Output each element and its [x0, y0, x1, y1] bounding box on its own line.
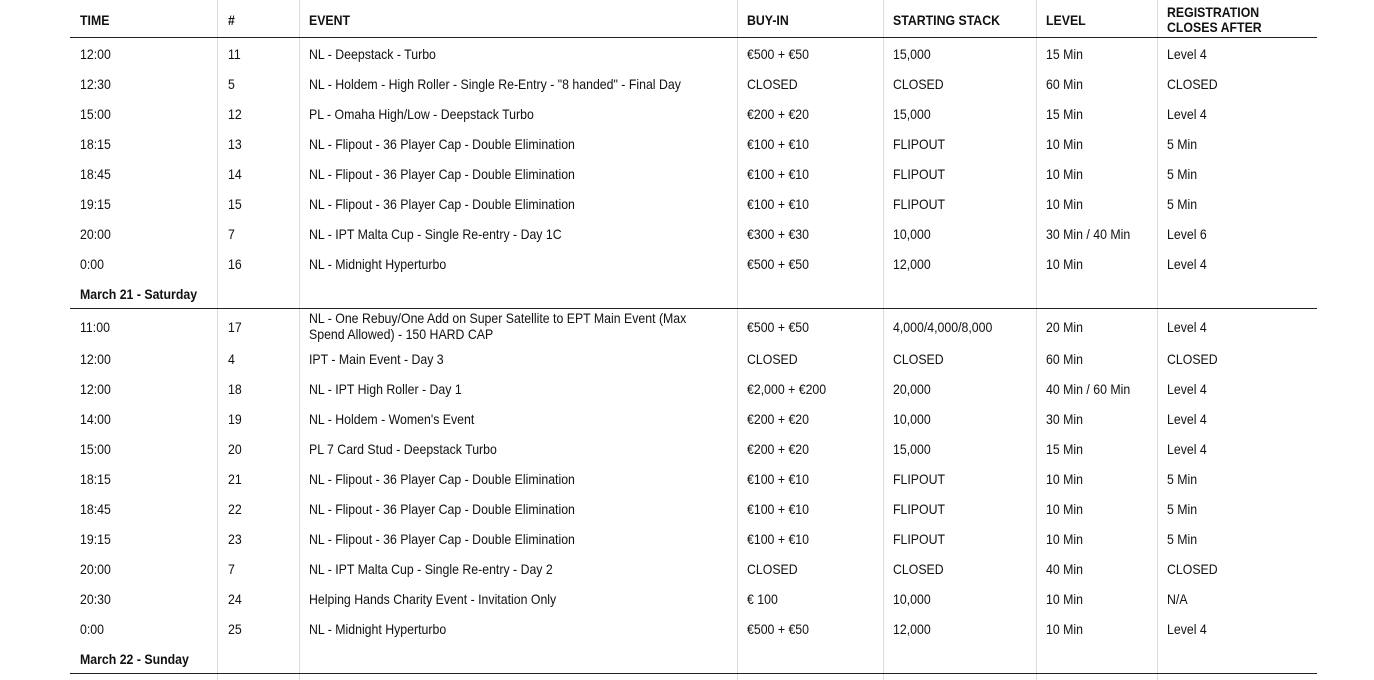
cell-level: 15 Min [1046, 106, 1083, 122]
column-divider [1157, 0, 1158, 680]
cell-starting-stack: FLIPOUT [893, 196, 946, 212]
cell-buyin: € 100 [747, 591, 778, 607]
section-date-label: March 22 - Sunday [80, 651, 189, 667]
cell-time: 19:15 [80, 196, 111, 212]
cell-starting-stack: 15,000 [893, 441, 931, 457]
cell-time: 12:30 [80, 76, 111, 92]
column-divider [883, 0, 884, 680]
cell-buyin: €100 + €10 [747, 531, 810, 547]
cell-event: PL - Omaha High/Low - Deepstack Turbo [309, 106, 534, 122]
cell-registration-closes: N/A [1167, 591, 1188, 607]
cell-starting-stack: CLOSED [893, 76, 944, 92]
cell-number: 4 [228, 351, 235, 367]
cell-number: 18 [228, 381, 242, 397]
cell-buyin: €200 + €20 [747, 411, 810, 427]
cell-number: 19 [228, 411, 242, 427]
cell-registration-closes: Level 4 [1167, 441, 1207, 457]
cell-event: NL - IPT Malta Cup - Single Re-entry - Day 1C [309, 226, 562, 242]
cell-number: 16 [228, 256, 242, 272]
cell-buyin: €100 + €10 [747, 196, 810, 212]
cell-registration-closes: 5 Min [1167, 166, 1198, 182]
cell-time: 18:15 [80, 471, 111, 487]
cell-event: NL - Flipout - 36 Player Cap - Double Elimination [309, 471, 575, 487]
cell-time: 15:00 [80, 441, 111, 457]
cell-level: 15 Min [1046, 46, 1083, 62]
header-event: EVENT [309, 12, 351, 28]
cell-registration-closes: Level 4 [1167, 106, 1207, 122]
cell-starting-stack: FLIPOUT [893, 501, 946, 517]
cell-registration-closes: Level 4 [1167, 319, 1207, 335]
cell-number: 17 [228, 319, 242, 335]
cell-registration-closes: Level 4 [1167, 46, 1207, 62]
cell-buyin: €200 + €20 [747, 441, 810, 457]
cell-time: 20:30 [80, 591, 111, 607]
cell-time: 18:45 [80, 501, 111, 517]
cell-time: 15:00 [80, 106, 111, 122]
column-divider [299, 0, 300, 680]
cell-time: 20:00 [80, 561, 111, 577]
cell-time: 11:00 [80, 319, 110, 335]
cell-number: 11 [228, 46, 241, 62]
table-bottom-rule [70, 673, 1317, 674]
cell-event: NL - Holdem - Women's Event [309, 411, 475, 427]
cell-level: 10 Min [1046, 256, 1083, 272]
section-rule [70, 308, 1317, 309]
cell-time: 18:15 [80, 136, 111, 152]
cell-event: NL - Deepstack - Turbo [309, 46, 436, 62]
cell-starting-stack: FLIPOUT [893, 471, 946, 487]
cell-registration-closes: CLOSED [1167, 351, 1218, 367]
cell-starting-stack: 4,000/4,000/8,000 [893, 319, 993, 335]
cell-number: 23 [228, 531, 242, 547]
header-starting-stack: STARTING STACK [893, 12, 1001, 28]
cell-time: 19:15 [80, 531, 111, 547]
cell-event: NL - IPT Malta Cup - Single Re-entry - Day 2 [309, 561, 553, 577]
cell-starting-stack: CLOSED [893, 561, 944, 577]
cell-time: 14:00 [80, 411, 111, 427]
cell-registration-closes: 5 Min [1167, 136, 1198, 152]
cell-time: 12:00 [80, 381, 111, 397]
cell-level: 40 Min [1046, 561, 1083, 577]
cell-time: 20:00 [80, 226, 111, 242]
cell-buyin: €500 + €50 [747, 319, 810, 335]
cell-starting-stack: 10,000 [893, 226, 931, 242]
cell-event: NL - Midnight Hyperturbo [309, 256, 447, 272]
cell-starting-stack: 20,000 [893, 381, 931, 397]
column-divider [217, 0, 218, 680]
cell-number: 12 [228, 106, 242, 122]
cell-number: 21 [228, 471, 242, 487]
cell-registration-closes: Level 6 [1167, 226, 1207, 242]
header-rule [70, 37, 1317, 38]
cell-event: NL - Flipout - 36 Player Cap - Double Elimination [309, 531, 575, 547]
header-registration: REGISTRATION [1167, 4, 1260, 20]
cell-registration-closes: CLOSED [1167, 561, 1218, 577]
cell-starting-stack: 15,000 [893, 106, 931, 122]
cell-event: IPT - Main Event - Day 3 [309, 351, 444, 367]
cell-event: NL - One Rebuy/One Add on Super Satellite to EPT Main Event (Max Spend Allowed) - 150 HARD CAP [309, 310, 687, 342]
cell-starting-stack: 15,000 [893, 46, 931, 62]
cell-number: 24 [228, 591, 242, 607]
cell-event: Helping Hands Charity Event - Invitation Only [309, 591, 557, 607]
cell-starting-stack: 12,000 [893, 621, 931, 637]
cell-level: 60 Min [1046, 351, 1083, 367]
cell-buyin: €500 + €50 [747, 46, 810, 62]
cell-event: NL - Flipout - 36 Player Cap - Double Elimination [309, 166, 575, 182]
cell-number: 25 [228, 621, 242, 637]
section-date-label: March 21 - Saturday [80, 286, 198, 302]
cell-starting-stack: 12,000 [893, 256, 931, 272]
cell-time: 18:45 [80, 166, 111, 182]
cell-starting-stack: 10,000 [893, 591, 931, 607]
cell-number: 5 [228, 76, 235, 92]
cell-buyin: €300 + €30 [747, 226, 810, 242]
cell-event: NL - Holdem - High Roller - Single Re-Entry - "8 handed" - Final Day [309, 76, 681, 92]
cell-number: 13 [228, 136, 242, 152]
cell-buyin: €100 + €10 [747, 471, 810, 487]
cell-buyin: €2,000 + €200 [747, 381, 827, 397]
cell-number: 22 [228, 501, 242, 517]
cell-number: 7 [228, 226, 235, 242]
cell-registration-closes: 5 Min [1167, 196, 1198, 212]
cell-starting-stack: FLIPOUT [893, 136, 946, 152]
cell-buyin: €200 + €20 [747, 106, 810, 122]
cell-buyin: €500 + €50 [747, 256, 810, 272]
cell-event: NL - Midnight Hyperturbo [309, 621, 447, 637]
cell-level: 10 Min [1046, 591, 1083, 607]
cell-buyin: €100 + €10 [747, 166, 810, 182]
cell-registration-closes: 5 Min [1167, 501, 1198, 517]
cell-number: 20 [228, 441, 242, 457]
cell-level: 10 Min [1046, 136, 1083, 152]
cell-buyin: €500 + €50 [747, 621, 810, 637]
cell-number: 7 [228, 561, 235, 577]
cell-registration-closes: Level 4 [1167, 381, 1207, 397]
column-divider [1036, 0, 1037, 680]
cell-level: 30 Min [1046, 411, 1083, 427]
cell-buyin: CLOSED [747, 561, 798, 577]
cell-starting-stack: CLOSED [893, 351, 944, 367]
cell-level: 10 Min [1046, 166, 1083, 182]
cell-number: 14 [228, 166, 242, 182]
cell-event: NL - Flipout - 36 Player Cap - Double Elimination [309, 196, 575, 212]
cell-level: 10 Min [1046, 196, 1083, 212]
cell-registration-closes: Level 4 [1167, 621, 1207, 637]
cell-level: 10 Min [1046, 531, 1083, 547]
cell-time: 0:00 [80, 256, 104, 272]
cell-level: 60 Min [1046, 76, 1083, 92]
header-buyin: BUY-IN [747, 12, 789, 28]
cell-registration-closes: Level 4 [1167, 256, 1207, 272]
cell-registration-closes: CLOSED [1167, 76, 1218, 92]
cell-event: NL - Flipout - 36 Player Cap - Double Elimination [309, 501, 575, 517]
cell-registration-closes: 5 Min [1167, 531, 1198, 547]
cell-starting-stack: FLIPOUT [893, 531, 946, 547]
cell-level: 15 Min [1046, 441, 1083, 457]
schedule-table [70, 0, 1317, 680]
cell-buyin: CLOSED [747, 76, 798, 92]
cell-event: NL - IPT High Roller - Day 1 [309, 381, 462, 397]
cell-buyin: €100 + €10 [747, 136, 810, 152]
cell-level: 10 Min [1046, 501, 1083, 517]
cell-event: PL 7 Card Stud - Deepstack Turbo [309, 441, 497, 457]
cell-starting-stack: 10,000 [893, 411, 931, 427]
cell-registration-closes: Level 4 [1167, 411, 1207, 427]
header-closes-after: CLOSES AFTER [1167, 19, 1262, 35]
cell-level: 10 Min [1046, 621, 1083, 637]
cell-event: NL - Flipout - 36 Player Cap - Double Elimination [309, 136, 575, 152]
cell-level: 20 Min [1046, 319, 1083, 335]
cell-time: 12:00 [80, 351, 111, 367]
column-divider [737, 0, 738, 680]
cell-level: 10 Min [1046, 471, 1083, 487]
cell-starting-stack: FLIPOUT [893, 166, 946, 182]
header-level: LEVEL [1046, 12, 1086, 28]
header-time: TIME [80, 12, 110, 28]
cell-level: 30 Min / 40 Min [1046, 226, 1131, 242]
cell-registration-closes: 5 Min [1167, 471, 1198, 487]
cell-number: 15 [228, 196, 242, 212]
cell-buyin: CLOSED [747, 351, 798, 367]
header-number: # [228, 12, 235, 28]
cell-level: 40 Min / 60 Min [1046, 381, 1131, 397]
cell-buyin: €100 + €10 [747, 501, 810, 517]
cell-time: 0:00 [80, 621, 104, 637]
cell-time: 12:00 [80, 46, 111, 62]
